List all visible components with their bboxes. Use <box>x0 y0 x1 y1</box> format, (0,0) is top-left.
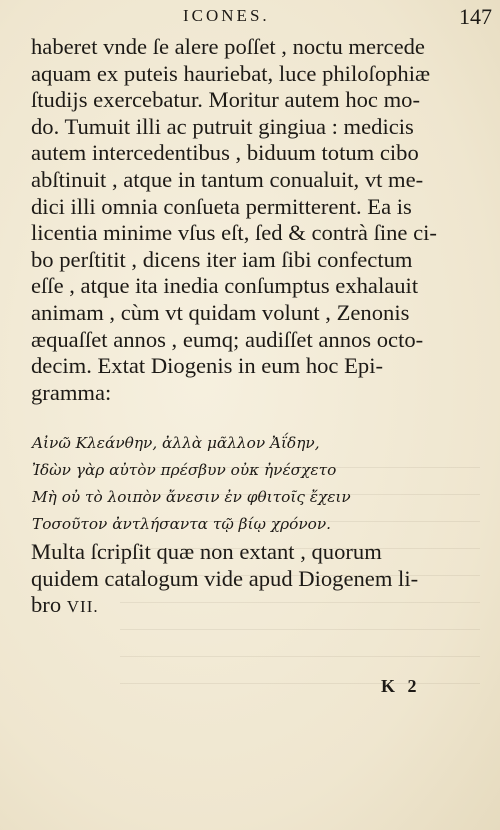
text-line: eſſe , atque ita inedia conſumptus exhalauit <box>31 273 419 299</box>
text-line <box>31 592 463 621</box>
text-line: abſtinuit , atque in tantum conualuit, vt me- <box>31 166 424 192</box>
verse-line: Αἰνῶ Κλεάνθην, ἀλλὰ μᾶλλον Ἀΐδην, <box>32 434 320 452</box>
text-line: dici illi omnia conſueta permitterent. Ea is <box>31 193 412 219</box>
verse-line: Μὴ οὐ τὸ λοιπὸν ἄνεσιν ἐν φθιτοῖς ἔχειν <box>32 488 351 506</box>
text-line: æquaſſet annos , eumq; audiſſet annos octo- <box>31 326 424 352</box>
text-line: haberet vnde ſe alere poſſet , noctu mercede <box>31 34 425 59</box>
text-line: aquam ex puteis hauriebat, luce philoſophiæ <box>31 60 431 86</box>
closing-paragraph <box>31 539 463 621</box>
running-head: ICONES. <box>183 6 270 25</box>
text-line: licentia minime vſus eſt, ſed & contrà ſine ci- <box>31 220 437 246</box>
text-line: Multa ſcripſit quæ non extant , quorum <box>31 539 382 564</box>
text-line: animam , cùm vt quidam volunt , Zenonis <box>31 299 410 325</box>
text-line: bo perſtitit , dicens iter iam ſibi confectum <box>31 246 413 272</box>
text-line: quidem catalogum vide apud Diogenem li- <box>31 565 419 591</box>
greek-epigram <box>32 430 472 538</box>
text-line: autem intercedentibus , biduum totum cibo <box>31 140 419 166</box>
text-line: decim. Extat Diogenis in eum hoc Epi- <box>31 353 384 379</box>
text-line: ſtudijs exercebatur. Moritur autem hoc mo- <box>31 87 421 113</box>
text-line: do. Tumuit illi ac putruit gingiua : medicis <box>31 113 414 139</box>
book-number: VII. <box>66 597 99 617</box>
signature-mark: K 2 <box>381 676 421 696</box>
page-number: 147 <box>459 4 492 29</box>
text-line: gramma: <box>31 379 112 405</box>
text-fragment: bro <box>31 592 67 618</box>
verse-line: Ἰδὼν γὰρ αὐτὸν πρέσβυν οὐκ ἠνέσχετο <box>32 461 337 479</box>
page-header <box>0 4 500 30</box>
verse-line: Τοσοῦτον ἀντλήσαντα τῷ βίῳ χρόνον. <box>32 515 331 533</box>
main-paragraph <box>31 34 463 406</box>
